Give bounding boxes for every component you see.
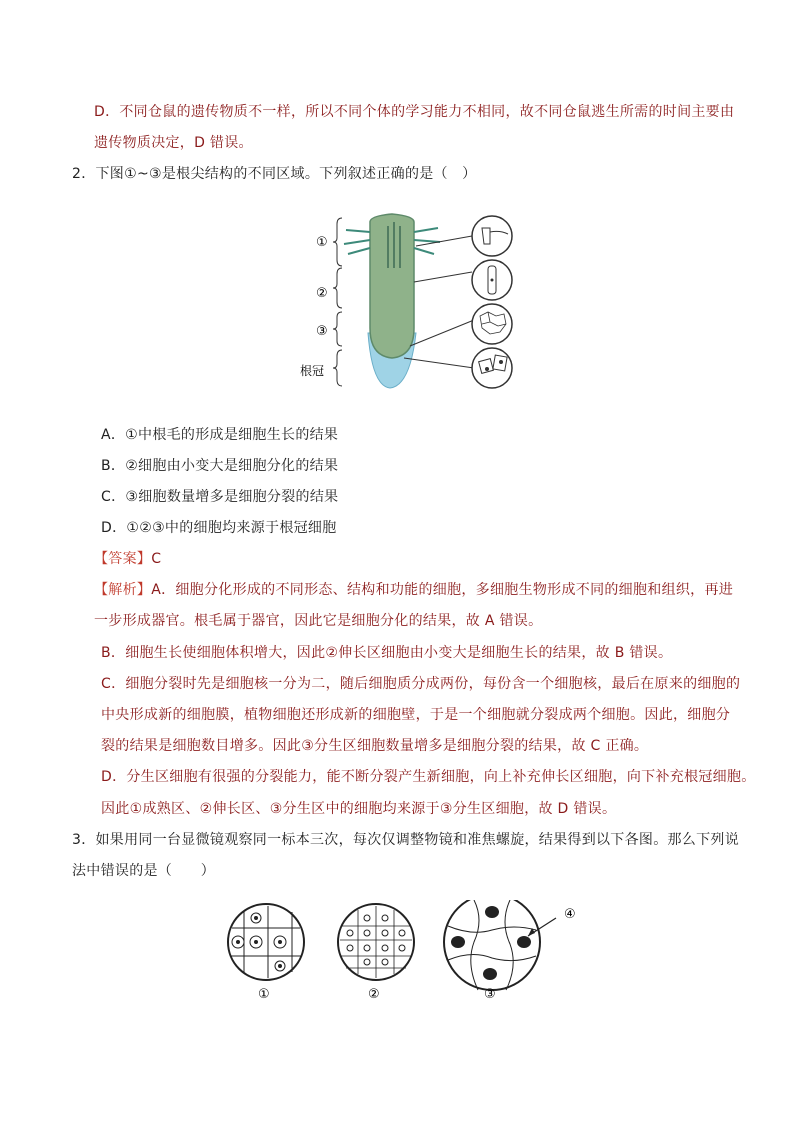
root-body-shape (370, 214, 414, 358)
option-b: B．②细胞由小变大是细胞分化的结果 (101, 458, 339, 474)
analysis-line-7: D．分生区细胞有很强的分裂能力，能不断分裂产生新细胞，向上补充伸长区细胞，向下补充根冠细胞。 (101, 769, 756, 785)
prev-answer-d-line1: D．不同仓鼠的遗传物质不一样，所以不同个体的学习能力不相同，故不同仓鼠逃生所需的时间主要由 (94, 104, 735, 120)
view-2-label: ② (368, 987, 380, 1002)
label-zone-1: ① (316, 235, 328, 250)
label-root-cap: 根冠 (300, 364, 325, 378)
answer-value: C (151, 551, 162, 567)
answer-tag: 【答案】 (94, 551, 152, 567)
microscope-view-3 (444, 900, 540, 990)
view-3-label: ③ (484, 987, 496, 1002)
analysis-line-5: 中央形成新的细胞膜，植物细胞还形成新的细胞壁，于是一个细胞就分裂成两个细胞。因此，细胞分 (101, 707, 731, 723)
pointer-label: ④ (564, 907, 576, 922)
analysis-line-3: B．细胞生长使细胞体积增大，因此②伸长区细胞由小变大是细胞生长的结果，故 B 错误。 (101, 645, 673, 661)
label-zone-3: ③ (316, 324, 328, 339)
microscope-view-1 (228, 904, 304, 980)
answer-line (94, 549, 161, 569)
brace-zone-1 (333, 218, 342, 266)
brace-root-cap (333, 350, 342, 386)
analysis-line-2: 一步形成器官。根毛属于器官，因此它是细胞分化的结果，故 A 错误。 (94, 613, 543, 629)
analysis-line-8: 因此①成熟区、②伸长区、③分生区中的细胞均来源于③分生区细胞，故 D 错误。 (101, 801, 617, 817)
root-hair-cell-circle (472, 216, 512, 256)
analysis-line-6: 裂的结果是细胞数目增多。因此③分生区细胞数量增多是细胞分裂的结果，故 C 正确。 (101, 738, 649, 754)
analysis-line-4: C．细胞分裂时先是细胞核一分为二，随后细胞质分成两份，每份含一个细胞核，最后在原来的细胞的 (101, 676, 741, 692)
microscope-view-2 (338, 904, 414, 980)
brace-zone-2 (333, 268, 342, 308)
root-tip-diagram (294, 208, 534, 394)
root-cap-cell-circle (472, 348, 512, 388)
microscope-views-diagram (222, 900, 592, 1010)
view-1-label: ① (258, 987, 270, 1002)
label-zone-2: ② (316, 286, 328, 301)
brace-zone-3 (333, 312, 342, 346)
option-c: C．③细胞数量增多是细胞分裂的结果 (101, 489, 339, 505)
analysis-tag: 【解析】 (94, 582, 152, 598)
question-2-stem: 2．下图①~③是根尖结构的不同区域。下列叙述正确的是（ ） (72, 166, 477, 182)
analysis-text-1: A．细胞分化形成的不同形态、结构和功能的细胞，多细胞生物形成不同的细胞和组织，再进 (151, 582, 734, 598)
option-a: A．①中根毛的形成是细胞生长的结果 (101, 427, 339, 443)
option-d: D．①②③中的细胞均来源于根冠细胞 (101, 520, 337, 536)
prev-answer-d-line2: 遗传物质决定，D 错误。 (94, 135, 253, 151)
analysis-line-1 (94, 580, 733, 600)
question-3-stem-line2: 法中错误的是（ ） (72, 863, 215, 879)
question-3-stem-line1: 3．如果用同一台显微镜观察同一标本三次，每次仅调整物镜和准焦螺旋，结果得到以下各图。那么下列说 (72, 832, 740, 848)
